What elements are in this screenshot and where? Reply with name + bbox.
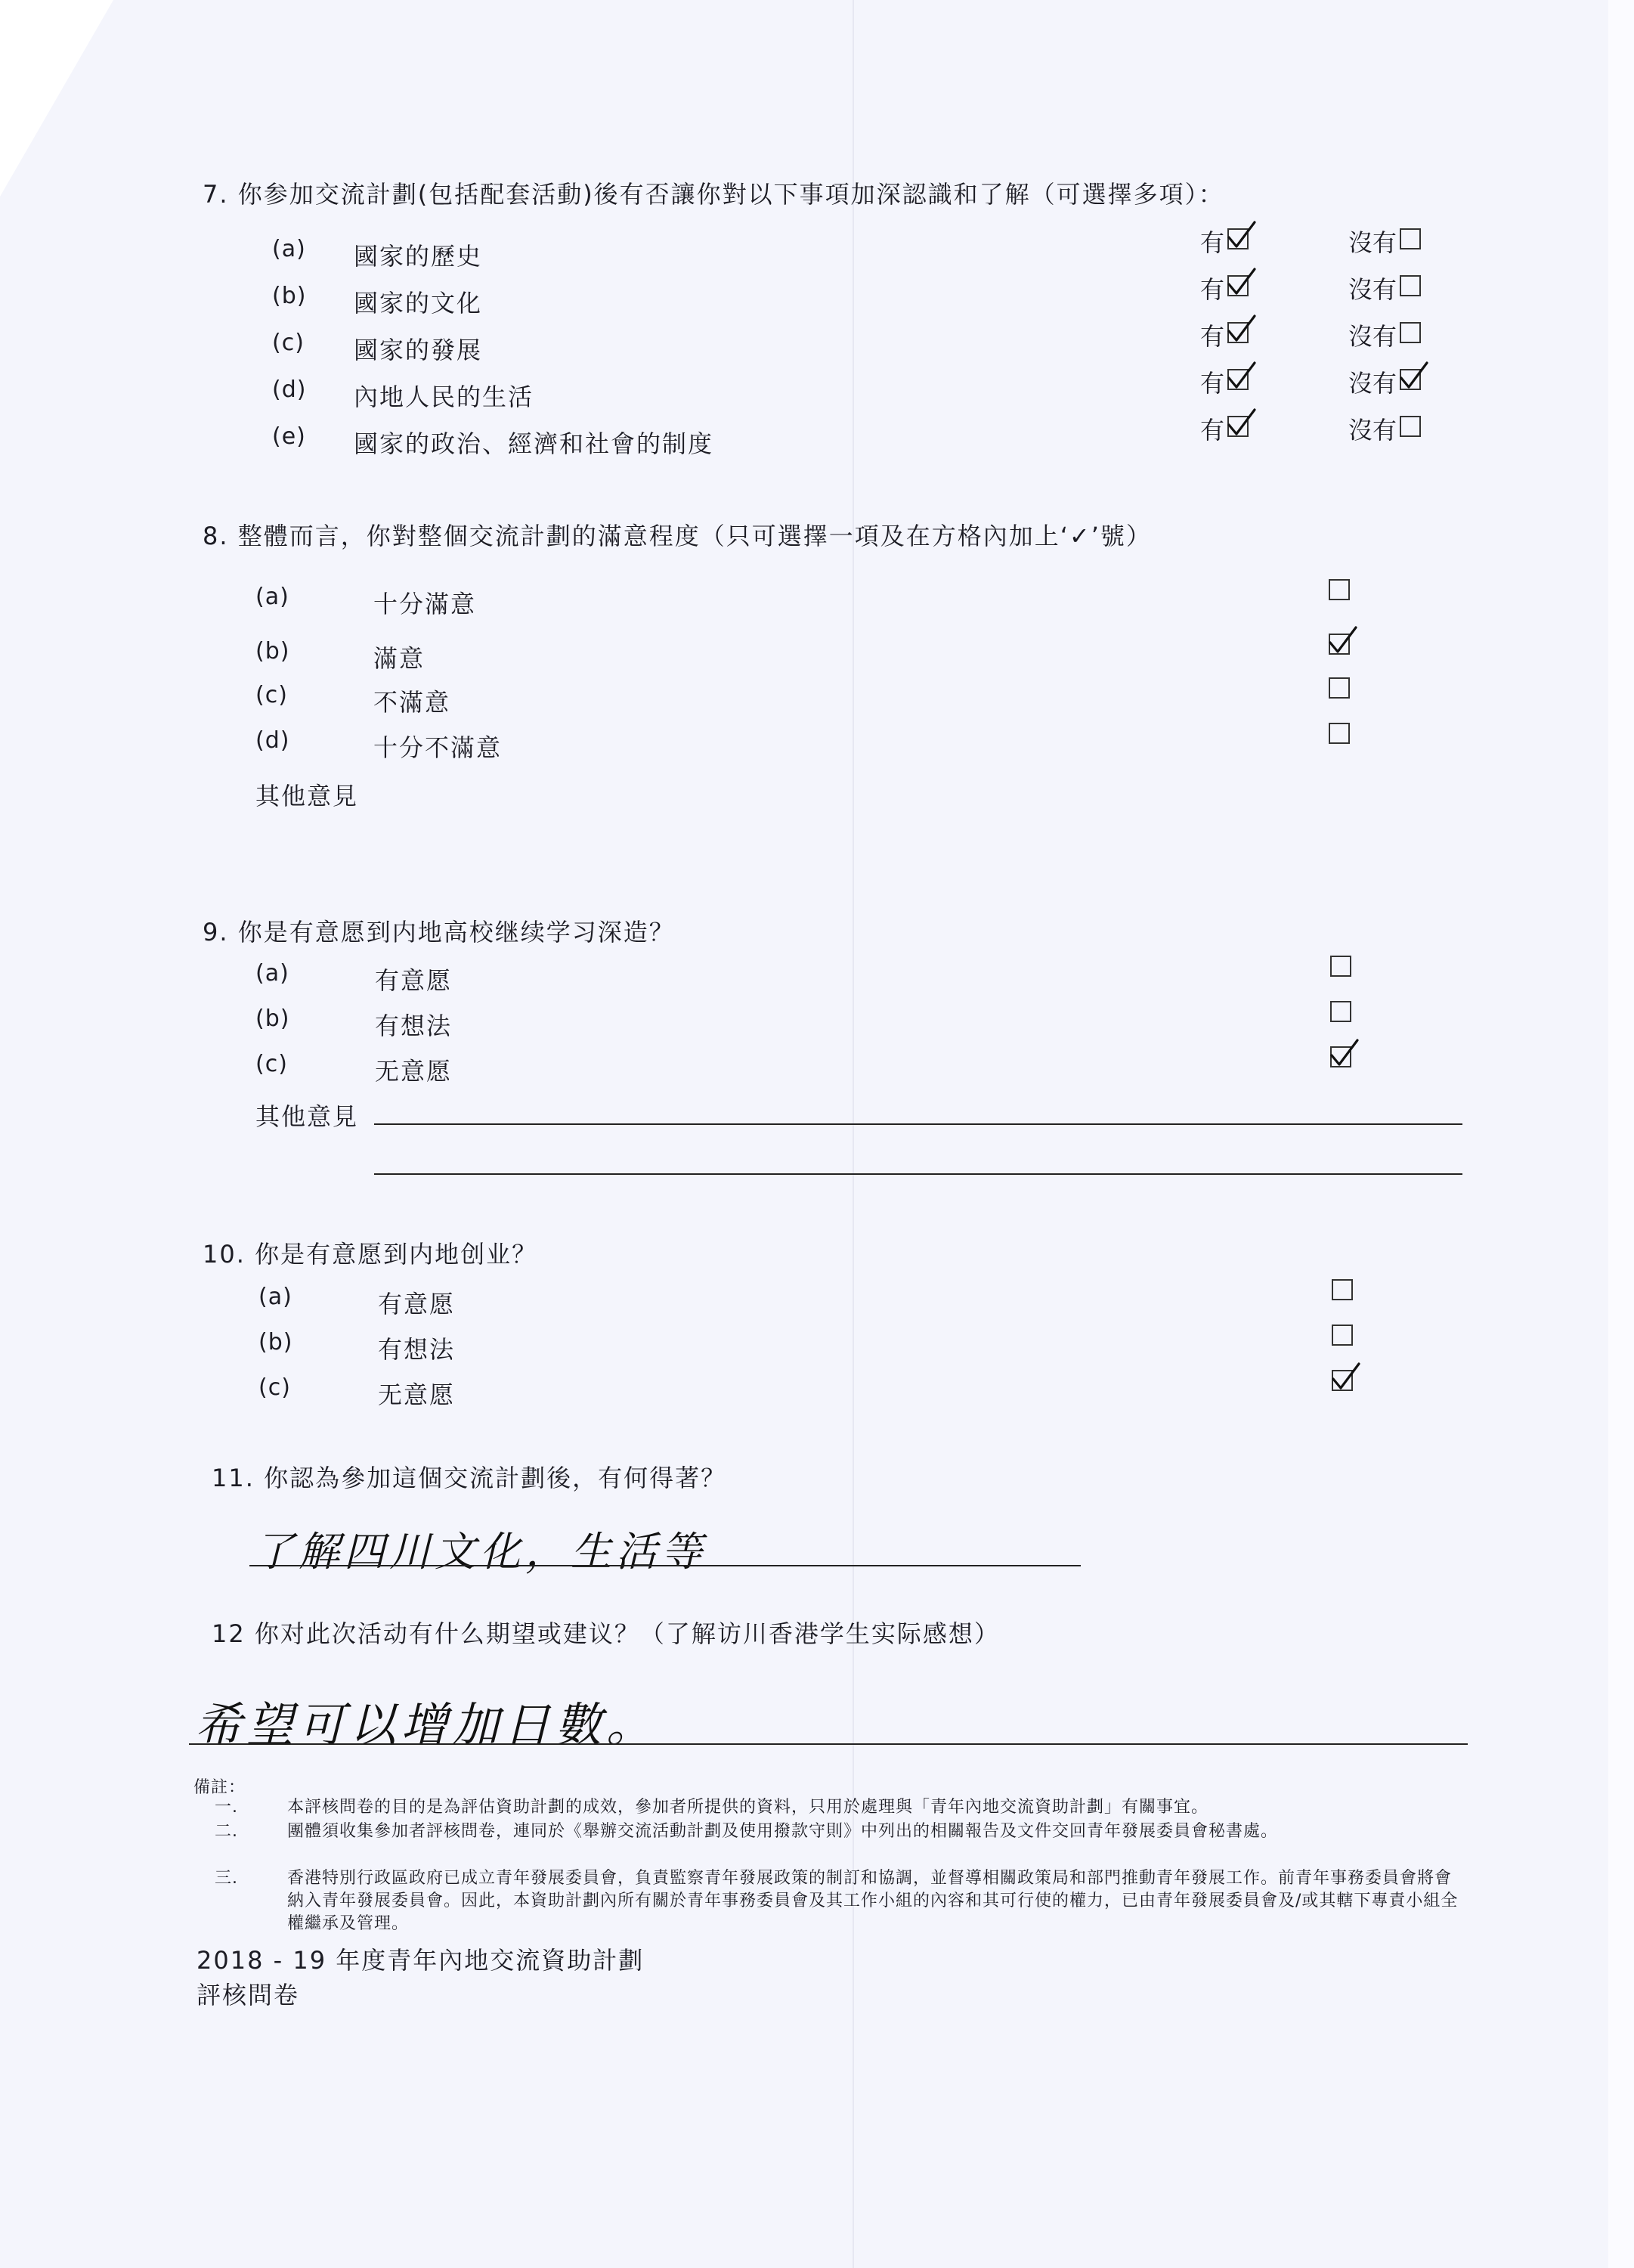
q7-no-label: 沒有 [1348,275,1397,304]
q7-yes-label: 有 [1200,322,1225,351]
check-mark-icon [1224,360,1258,393]
note-number: 三. [215,1869,238,1888]
q8-option-checkbox[interactable] [1329,579,1350,600]
folded-corner [0,0,113,197]
q8-option-letter: (a) [255,584,289,610]
q7-question: 7. 你参加交流計劃(包括配套活動)後有否讓你對以下事項加深認識和了解（可選擇多項）： [203,180,1224,209]
check-mark-icon [1224,407,1258,440]
q9-comments-line-2[interactable] [374,1173,1462,1175]
q7-no-checkbox[interactable] [1400,322,1421,343]
q7-no-checkbox[interactable] [1400,228,1421,249]
q7-option-text: 國家的發展 [354,336,483,364]
q12-handwritten-answer: 希望可以增加日數。 [195,1697,658,1752]
q8-option-checkbox[interactable] [1329,634,1350,655]
q7-option-text: 國家的文化 [354,289,483,318]
q7-yes-checkbox[interactable] [1227,275,1249,296]
q7-yes-checkbox[interactable] [1227,416,1249,437]
q7-option-letter: (b) [272,283,307,309]
q8-option-letter: (d) [255,727,290,754]
check-mark-icon [1224,219,1258,253]
q8-option-checkbox[interactable] [1329,677,1350,699]
footer-title: 2018 - 19 年度青年內地交流資助計劃 [197,1946,645,1975]
q10-option-text: 有想法 [378,1335,456,1364]
q7-no-checkbox[interactable] [1400,369,1421,390]
q8-option-text: 不滿意 [373,688,451,717]
q7-no-label: 沒有 [1348,369,1397,398]
q10-option-checkbox[interactable] [1332,1370,1353,1391]
q7-yes-label: 有 [1200,369,1225,398]
q7-option-letter: (d) [272,376,307,403]
q8-option-letter: (c) [255,682,288,708]
q7-option-letter: (a) [272,236,306,262]
q7-no-label: 沒有 [1348,416,1397,445]
q7-option-text: 國家的歷史 [354,242,483,271]
q10-option-letter: (c) [258,1374,291,1401]
note-number: 一. [215,1798,238,1817]
q8-option-letter: (b) [255,638,290,665]
q9-option-letter: (a) [255,960,289,987]
check-mark-icon [1224,313,1258,346]
q9-option-letter: (b) [255,1005,290,1032]
q12-question: 12 你对此次活动有什么期望或建议？（了解访川香港学生实际感想） [212,1619,1000,1648]
q9-comments-label: 其他意見 [255,1102,359,1131]
q10-option-letter: (b) [258,1329,293,1356]
check-mark-icon [1327,1037,1360,1070]
q9-option-letter: (c) [255,1051,288,1077]
q12-answer-line[interactable] [189,1743,1468,1745]
q8-option-text: 滿意 [373,644,426,673]
note-text: 本評核問卷的目的是為評估資助計劃的成效，參加者所提供的資料，只用於處理與「青年內地交流資助計劃」有關事宜。 [287,1798,1209,1817]
q9-option-text: 无意愿 [375,1057,453,1086]
q8-option-text: 十分不滿意 [373,733,503,762]
q8-comments-label: 其他意見 [255,782,359,810]
q9-option-text: 有想法 [375,1012,453,1040]
notes-heading: 備註： [193,1778,246,1797]
q7-yes-checkbox[interactable] [1227,322,1249,343]
note-number: 二. [215,1822,238,1841]
q10-option-text: 无意愿 [378,1380,456,1409]
q7-yes-checkbox[interactable] [1227,369,1249,390]
q9-option-checkbox[interactable] [1330,1046,1351,1067]
q10-option-checkbox[interactable] [1332,1325,1353,1346]
q8-option-checkbox[interactable] [1329,723,1350,744]
check-mark-icon [1329,1361,1362,1394]
q7-no-checkbox[interactable] [1400,416,1421,437]
q7-yes-label: 有 [1200,416,1225,445]
q11-question: 11. 你認為參加這個交流計劃後，有何得著？ [212,1464,727,1492]
footer-subtitle: 評核問卷 [197,1981,300,2009]
paper-edge [1608,0,1634,2268]
q7-option-text: 國家的政治、經濟和社會的制度 [354,429,714,458]
q9-option-text: 有意愿 [375,966,453,995]
q9-question: 9. 你是有意愿到内地高校继续学习深造？ [203,918,675,947]
q7-yes-label: 有 [1200,275,1225,304]
q8-question: 8. 整體而言，你對整個交流計劃的滿意程度（只可選擇一項及在方格內加上‘✓’號） [203,522,1152,550]
q7-yes-label: 有 [1200,228,1225,257]
q7-option-letter: (e) [272,423,306,450]
q7-no-label: 沒有 [1348,228,1397,257]
q10-option-checkbox[interactable] [1332,1279,1353,1300]
q10-question: 10. 你是有意愿到内地创业？ [203,1240,538,1269]
check-mark-icon [1224,266,1258,299]
check-mark-icon [1326,624,1359,658]
q9-comments-line-1[interactable] [374,1123,1462,1125]
note-text: 香港特別行政區政府已成立青年發展委員會，負責監察青年發展政策的制訂和協調，並督導相關政策局和部門推動青年發展工作。前青年事務委員會將會納入青年發展委員會。因此，本資助計劃內所有關於青年事務委員會及其工作小組的內容和其可行使的權力，已由青年發展委員會及/或其轄下專責小組全權繼承及管理。 [287,1869,1459,1933]
check-mark-icon [1397,360,1430,393]
q11-answer-line[interactable] [249,1565,1081,1566]
q7-no-checkbox[interactable] [1400,275,1421,296]
q7-option-letter: (c) [272,330,305,356]
q11-handwritten-answer: 了解四川文化，生活等 [253,1528,707,1576]
q7-no-label: 沒有 [1348,322,1397,351]
q7-yes-checkbox[interactable] [1227,228,1249,249]
q10-option-text: 有意愿 [378,1290,456,1318]
q8-option-text: 十分滿意 [373,590,477,618]
note-text: 團體須收集參加者評核問卷，連同於《舉辦交流活動計劃及使用撥款守則》中列出的相關報告及文件交回青年發展委員會秘書處。 [287,1822,1279,1841]
q9-option-checkbox[interactable] [1330,956,1351,977]
q7-option-text: 內地人民的生活 [354,383,534,411]
q10-option-letter: (a) [258,1284,292,1310]
q9-option-checkbox[interactable] [1330,1001,1351,1022]
